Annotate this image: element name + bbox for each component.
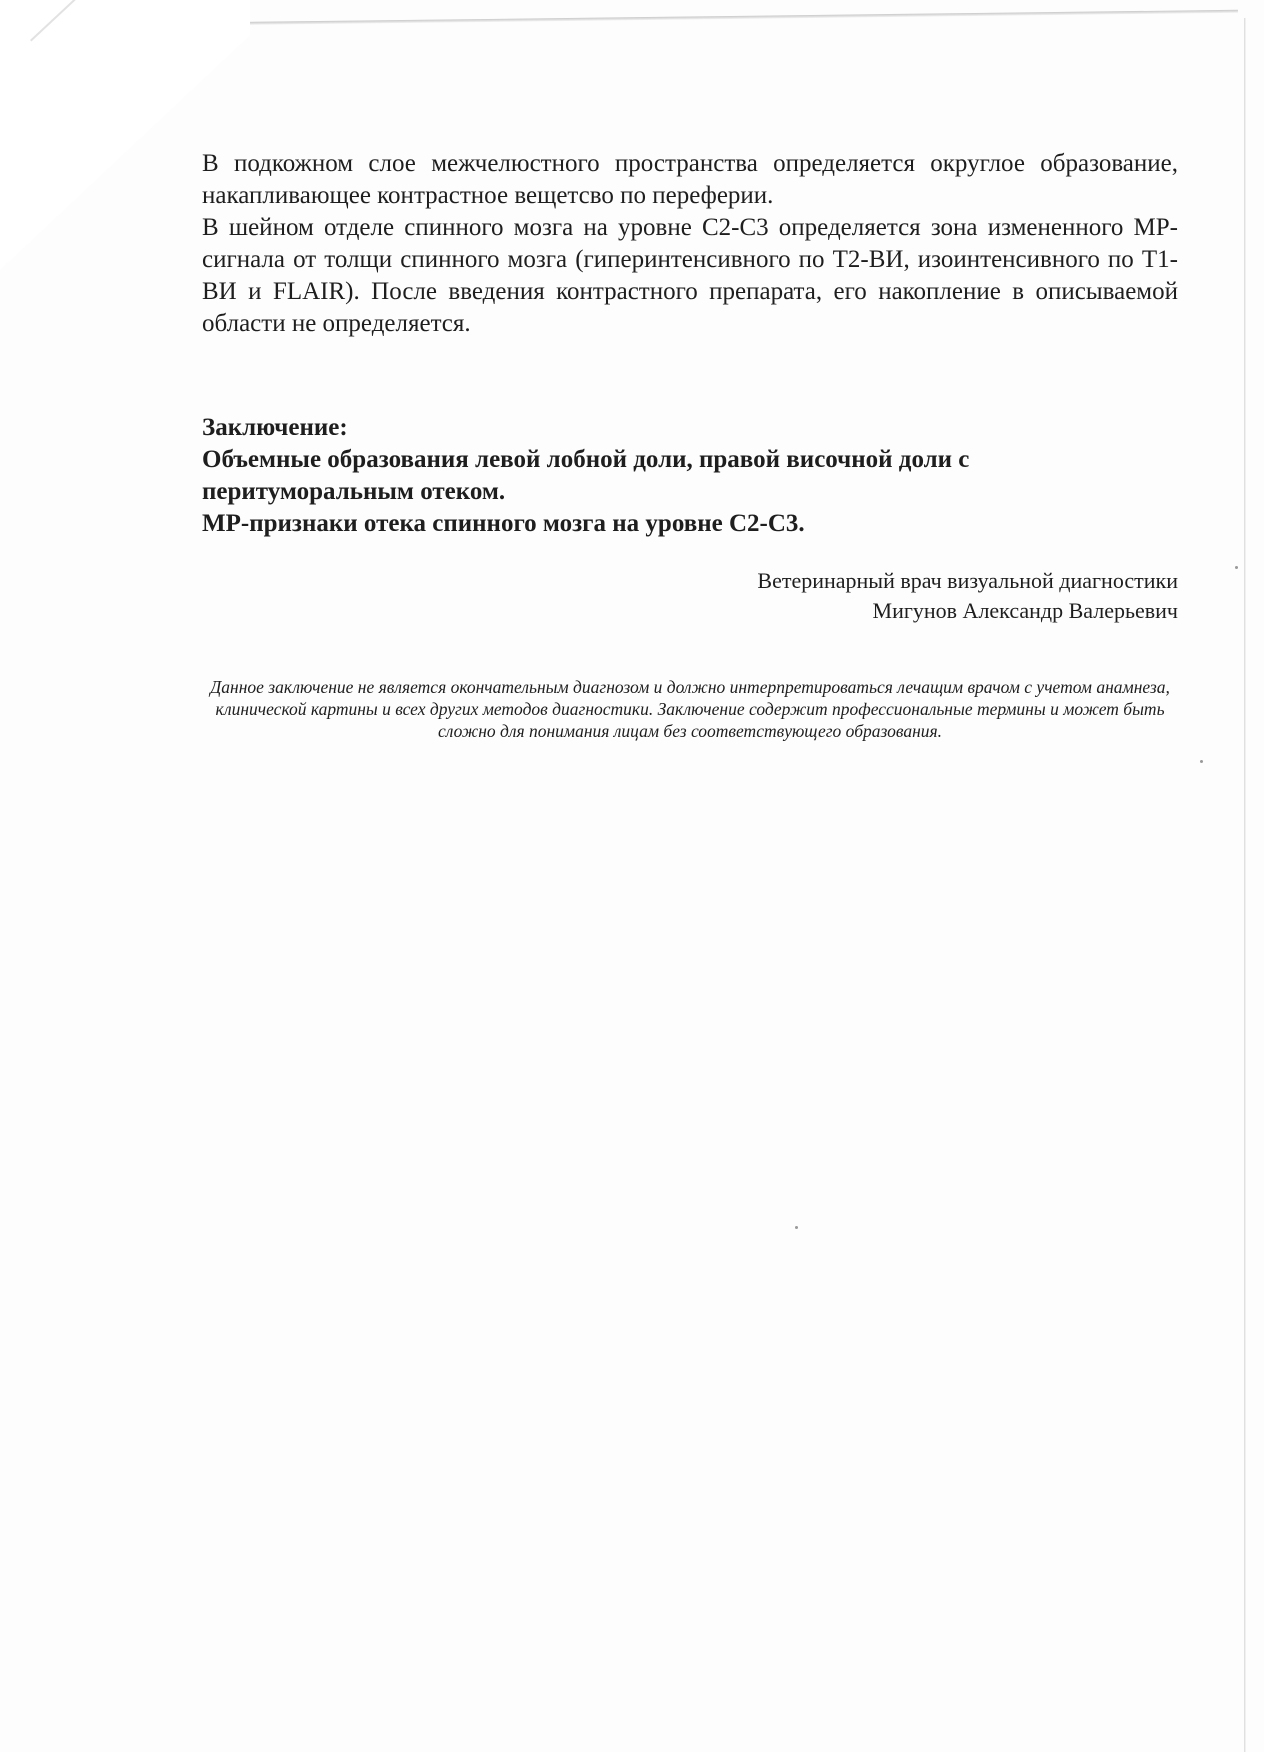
signature-position: Ветеринарный врач визуальной диагностики — [757, 568, 1178, 593]
scan-speck — [1200, 760, 1203, 763]
disclaimer-text: Данное заключение не является окончательным диагнозом и должно интерпретироваться лечащим врачом с учетом анамнеза, клинической картины и всех других методов диагностики. Заключение содержит профессиональные термины и может быть сложно для понимания лицам без соответствующего образования. — [210, 677, 1170, 741]
scan-speck — [1235, 566, 1238, 569]
conclusion-line-2: МР-признаки отека спинного мозга на уровне С2-С3. — [202, 510, 805, 537]
scan-speck — [795, 1226, 798, 1229]
document-body — [202, 148, 1178, 742]
conclusion-section — [202, 412, 1178, 540]
finding-paragraph-2: В шейном отделе спинного мозга на уровне С2-С3 определяется зона измененного МР-сигнала от толщи спинного мозга (гиперинтенсивного по Т2-ВИ, изоинтенсивного по Т1-ВИ и FLAIR). После введения контрастного препарата, его накопление в описываемой области не определяется. — [202, 214, 1178, 337]
page-top-edge — [238, 10, 1238, 25]
signature-name: Мигунов Александр Валерьевич — [872, 598, 1178, 623]
page-right-edge — [1244, 18, 1246, 1752]
conclusion-title: Заключение: — [202, 414, 348, 441]
signature-block — [202, 566, 1178, 626]
finding-paragraph-1: В подкожном слое межчелюстного пространства определяется округлое образование, накапливающее контрастное вещетсво по переферии. — [202, 150, 1178, 209]
conclusion-line-1: Объемные образования левой лобной доли, правой височной доли с перитуморальным отеком. — [202, 446, 970, 505]
